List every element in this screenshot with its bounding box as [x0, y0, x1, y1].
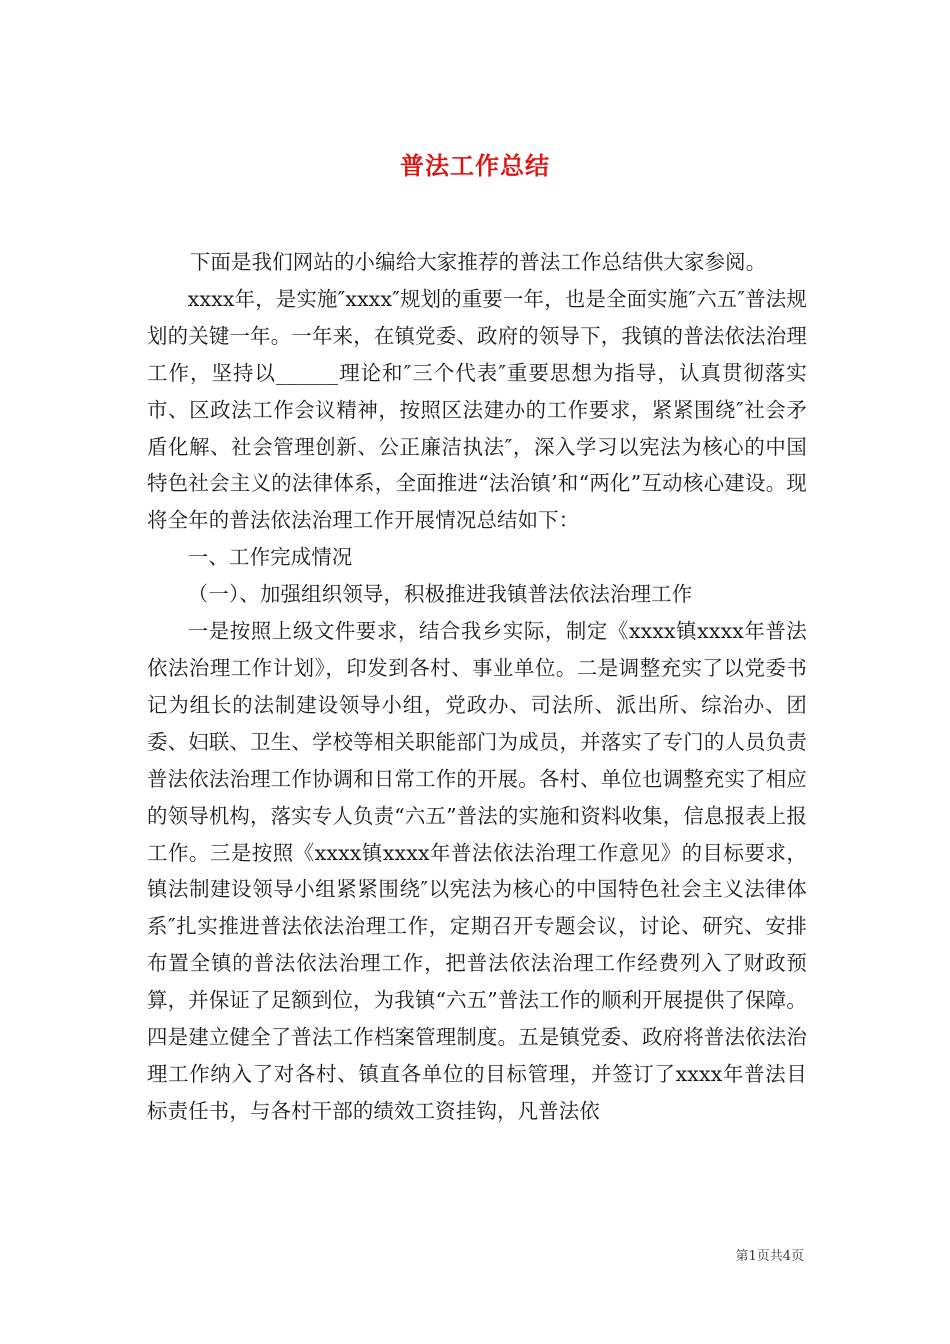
body-paragraph: 一是按照上级文件要求，结合我乡实际，制定《xxxx镇xxxx年普法依法治理工作计划》，印发到各村、事业单位。二是调整充实了以党委书记为组长的法制建设领导小组，党政办、司法所、派出所、综治办、团委、妇联、卫生、学校等相关职能部门为成员，并落实了专门的人员负责普法依法治理工作协调和日常工作的开展。各村、单位也调整充实了相应的领导机构，落实专人负责“六五”普法的实施和资料收集，信息报表上报工作。三是按照《xxxx镇xxxx年普法依法治理工作意见》的目标要求，镇法制建设领导小组紧紧围绕″以宪法为核心的中国特色社会主义法律体系″扎实推进普法依法治理工作，定期召开专题会议，讨论、研究、安排布置全镇的普法依法治理工作，把普法依法治理工作经费列入了财政预算，并保证了足额到位，为我镇“六五”普法工作的顺利开展提供了保障。四是建立健全了普法工作档案管理制度。五是镇党委、政府将普法依法治理工作纳入了对各村、镇直各单位的目标管理，并签订了xxxx年普法目标责任书，与各村干部的绩效工资挂钩，凡普法依	[147, 619, 807, 1123]
document-body	[147, 244, 807, 1130]
page-indicator: 第1页共4页	[735, 1249, 804, 1264]
overview-paragraph: xxxx年，是实施″xxxx″规划的重要一年，也是全面实施″六五″普法规划的关键一年。一年来，在镇党委、政府的领导下，我镇的普法依法治理工作，坚持以______理论和″三个代表″重要思想为指导，认真贯彻落实市、区政法工作会议精神，按照区法建办的工作要求，紧紧围绕″社会矛盾化解、社会管理创新、公正廉洁执法″，深入学习以宪法为核心的中国特色社会主义的法律体系，全面推进“法治镇’和“两化”互动核心建设。现将全年的普法依法治理工作开展情况总结如下：	[147, 286, 807, 533]
section-heading: 一、工作完成情况	[187, 545, 353, 570]
subsection-heading: （一）、加强组织领导，积极推进我镇普法依法治理工作	[187, 582, 693, 607]
intro-paragraph: 下面是我们网站的小编给大家推荐的普法工作总结供大家参阅。	[189, 250, 767, 274]
document-title: 普法工作总结	[400, 151, 550, 181]
